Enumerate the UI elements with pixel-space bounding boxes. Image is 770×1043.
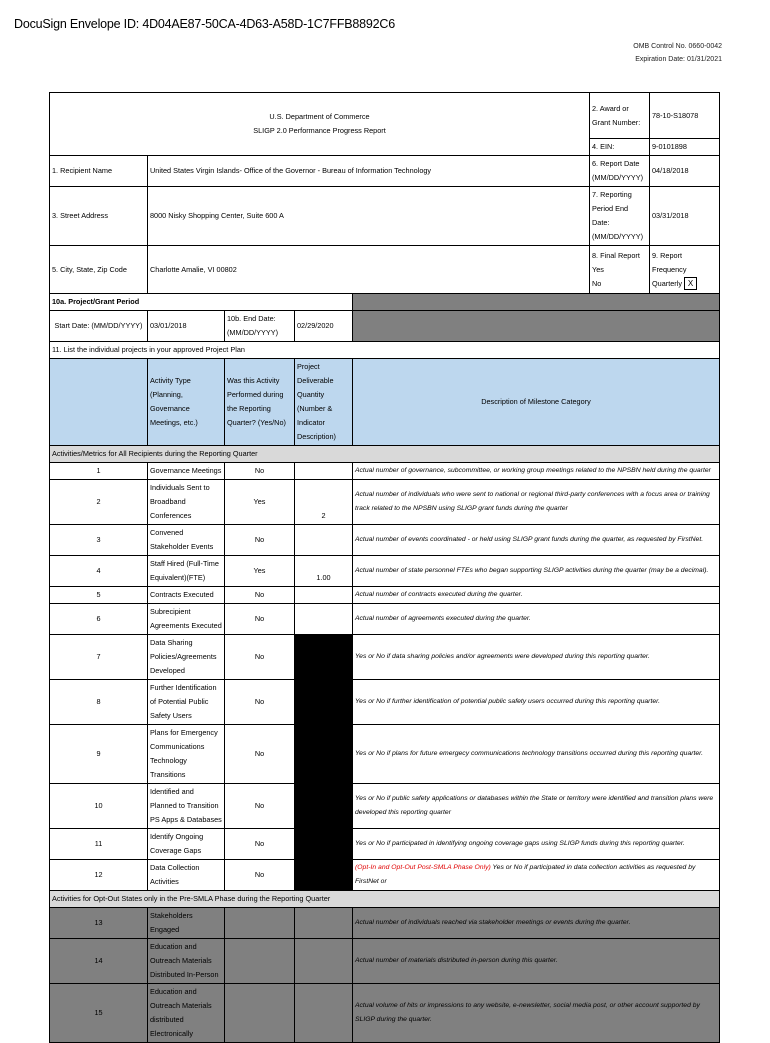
activity-type: Plans for Emergency Communications Technology Transitions <box>148 725 225 784</box>
activity-type: Individuals Sent to Broadband Conferences <box>148 480 225 525</box>
quantity-value[interactable] <box>295 587 353 604</box>
table-row <box>50 635 720 680</box>
table-row <box>50 829 720 860</box>
table-row <box>50 939 720 984</box>
expiration-date: Expiration Date: 01/31/2021 <box>635 56 722 63</box>
envelope-id: DocuSign Envelope ID: 4D04AE87-50CA-4D63-A58D-1C7FFB8892C6 <box>14 17 395 31</box>
activity-type: Further Identification of Potential Public Safety Users <box>148 680 225 725</box>
description-text: Actual number of individuals who were sent to national or regional third-party conferences with a focus area or training track related to the NPSBN using SLIGP grant funds during the quarter <box>355 491 710 512</box>
table-row <box>50 784 720 829</box>
activity-type: Governance Meetings <box>148 463 225 480</box>
milestone-description <box>353 587 720 604</box>
performed-value[interactable]: Yes <box>225 556 295 587</box>
description-text: Yes or No if data sharing policies and/or agreements were developed during this reporting quarter. <box>355 653 650 660</box>
row-number: 14 <box>50 939 148 984</box>
city-value[interactable]: Charlotte Amalie, VI 00802 <box>148 246 590 294</box>
table-row <box>50 587 720 604</box>
performed-value[interactable]: No <box>225 829 295 860</box>
quantity-blocked <box>295 908 353 939</box>
recipient-label: 1. Recipient Name <box>50 156 148 187</box>
row-number: 7 <box>50 635 148 680</box>
start-date-label: Start Date: (MM/DD/YYYY) <box>50 311 148 342</box>
activity-type: Subrecipient Agreements Executed <box>148 604 225 635</box>
activity-type: Education and Outreach Materials distributed Electronically <box>148 984 225 1043</box>
row-number: 2 <box>50 480 148 525</box>
description-text: Actual number of governance, subcommittee, or working group meetings related to the NPSBN held during the quarter <box>355 467 711 474</box>
row-number: 3 <box>50 525 148 556</box>
milestone-description: Actual volume of hits or impressions to any website, e-newsletter, social media post, or other account supported by SLIGP during the quarter. <box>353 984 720 1043</box>
row-number: 4 <box>50 556 148 587</box>
activity-type: Data Collection Activities <box>148 860 225 891</box>
row-number: 15 <box>50 984 148 1043</box>
performed-value[interactable]: No <box>225 860 295 891</box>
section-opt-out: Activities for Opt-Out States only in the Pre-SMLA Phase during the Reporting Quarter <box>50 891 720 908</box>
date-gray-fill <box>353 311 720 342</box>
street-label: 3. Street Address <box>50 187 148 246</box>
quarterly-checkbox[interactable]: X <box>684 277 697 290</box>
performed-value[interactable]: No <box>225 784 295 829</box>
milestone-description <box>353 635 720 680</box>
milestone-description <box>353 480 720 525</box>
quantity-blocked <box>295 984 353 1043</box>
table-row <box>50 908 720 939</box>
table-row <box>50 525 720 556</box>
description-text: Actual number of state personnel FTEs who began supporting SLIGP activities during the quarter (may be a decimal). <box>355 567 709 574</box>
activity-type: Convened Stakeholder Events <box>148 525 225 556</box>
row-number: 10 <box>50 784 148 829</box>
description-text: Actual number of contracts executed during the quarter. <box>355 591 523 598</box>
performed-value[interactable]: No <box>225 587 295 604</box>
city-label: 5. City, State, Zip Code <box>50 246 148 294</box>
table-row <box>50 680 720 725</box>
col-milestone-header: Description of Milestone Category <box>353 359 720 446</box>
milestone-description <box>353 604 720 635</box>
col-performed-header: Was this Activity Performed during the Reporting Quarter? (Yes/No) <box>225 359 295 446</box>
end-date-value[interactable]: 02/29/2020 <box>295 311 353 342</box>
quantity-value[interactable] <box>295 604 353 635</box>
milestone-description <box>353 725 720 784</box>
final-no-option[interactable]: No <box>592 278 602 288</box>
frequency-value: Quarterly <box>652 278 683 288</box>
description-text: Yes or No if participated in identifying ongoing coverage gaps using SLIGP funds during this reporting quarter. <box>355 840 685 847</box>
quantity-value[interactable] <box>295 525 353 556</box>
table-row <box>50 725 720 784</box>
milestone-description <box>353 525 720 556</box>
row-number: 6 <box>50 604 148 635</box>
table-row <box>50 556 720 587</box>
row-number: 11 <box>50 829 148 860</box>
department-name: U.S. Department of Commerce <box>269 112 370 121</box>
period-end-label: 7. Reporting Period End Date: (MM/DD/YYYY) <box>590 187 650 246</box>
final-report-label: 8. Final Report <box>592 250 640 260</box>
performed-value[interactable]: No <box>225 463 295 480</box>
quantity-blocked <box>295 725 353 784</box>
milestone-description <box>353 860 720 891</box>
project-period-header: 10a. Project/Grant Period <box>50 294 353 311</box>
quantity-value[interactable]: 2 <box>295 480 353 525</box>
quantity-value[interactable]: 1.00 <box>295 556 353 587</box>
activity-type: Staff Hired (Full-Time Equivalent)(FTE) <box>148 556 225 587</box>
milestone-description: Actual number of individuals reached via stakeholder meetings or events during the quarter. <box>353 908 720 939</box>
row-number: 13 <box>50 908 148 939</box>
project-list-label: 11. List the individual projects in your approved Project Plan <box>50 342 720 359</box>
ein-value[interactable]: 9-0101898 <box>650 139 720 156</box>
table-row <box>50 860 720 891</box>
milestone-description: Actual number of materials distributed in-person during this quarter. <box>353 939 720 984</box>
activity-type: Data Sharing Policies/Agreements Developed <box>148 635 225 680</box>
performed-value[interactable]: No <box>225 525 295 556</box>
description-text: Yes or No if participated in data collection activities as requested by FirstNet or <box>355 864 696 885</box>
description-text: Actual number of agreements executed during the quarter. <box>355 615 531 622</box>
ein-label: 4. EIN: <box>590 139 650 156</box>
description-text: Actual number of events coordinated - or held using SLIGP grant funds during the quarter, as requested by FirstNet. <box>355 536 704 543</box>
quantity-blocked <box>295 784 353 829</box>
omb-control: OMB Control No. 0660-0042 <box>633 43 722 50</box>
activity-type: Contracts Executed <box>148 587 225 604</box>
frequency-label: 9. Report Frequency <box>652 250 687 274</box>
street-value[interactable]: 8000 Nisky Shopping Center, Suite 600 A <box>148 187 590 246</box>
period-gray-fill <box>353 294 720 311</box>
start-date-value[interactable]: 03/01/2018 <box>148 311 225 342</box>
end-date-label: 10b. End Date: (MM/DD/YYYY) <box>225 311 295 342</box>
performed-value[interactable]: No <box>225 635 295 680</box>
all-recipients-rows <box>50 463 720 891</box>
quantity-blocked <box>295 680 353 725</box>
quantity-blocked <box>295 829 353 860</box>
table-row <box>50 604 720 635</box>
milestone-description <box>353 463 720 480</box>
red-note: (Opt-In and Opt-Out Post-SMLA Phase Only) <box>355 864 491 871</box>
table-row <box>50 463 720 480</box>
table-row <box>50 480 720 525</box>
performance-report-table <box>49 92 720 1043</box>
performed-value[interactable]: Yes <box>225 480 295 525</box>
award-label: 2. Award or Grant Number: <box>590 93 650 139</box>
omb-info <box>633 40 722 66</box>
performed-value[interactable]: No <box>225 725 295 784</box>
report-date-label: 6. Report Date (MM/DD/YYYY) <box>590 156 650 187</box>
performed-blocked <box>225 908 295 939</box>
description-text: Yes or No if public safety applications or databases within the State or territory were identified and transition plans were developed this reporting quarter <box>355 795 714 816</box>
final-yes-option[interactable]: Yes <box>592 264 604 274</box>
section-all-recipients: Activities/Metrics for All Recipients during the Reporting Quarter <box>50 446 720 463</box>
form-title-block <box>50 93 590 156</box>
report-date-value[interactable]: 04/18/2018 <box>650 156 720 187</box>
milestone-description <box>353 829 720 860</box>
performed-value[interactable]: No <box>225 604 295 635</box>
quantity-blocked <box>295 860 353 891</box>
description-text: Yes or No if plans for future emergecy communications technology transitions occurred during this reporting quarter. <box>355 750 704 757</box>
col-number-header <box>50 359 148 446</box>
activity-type: Education and Outreach Materials Distributed In-Person <box>148 939 225 984</box>
col-activity-header: Activity Type (Planning, Governance Meetings, etc.) <box>148 359 225 446</box>
row-number: 1 <box>50 463 148 480</box>
report-title: SLIGP 2.0 Performance Progress Report <box>253 126 386 135</box>
final-report-cell <box>590 246 650 294</box>
recipient-value[interactable]: United States Virgin Islands- Office of the Governor - Bureau of Information Technology <box>148 156 590 187</box>
quantity-value[interactable] <box>295 463 353 480</box>
quantity-blocked <box>295 939 353 984</box>
row-number: 9 <box>50 725 148 784</box>
award-value[interactable]: 78-10-S18078 <box>650 93 720 139</box>
frequency-cell <box>650 246 720 294</box>
row-number: 5 <box>50 587 148 604</box>
activity-type: Stakeholders Engaged <box>148 908 225 939</box>
performed-blocked <box>225 939 295 984</box>
description-text: Yes or No if further identification of potential public safety users occurred during this reporting quarter. <box>355 698 661 705</box>
milestone-description <box>353 784 720 829</box>
milestone-description <box>353 680 720 725</box>
period-end-value[interactable]: 03/31/2018 <box>650 187 720 246</box>
activity-type: Identified and Planned to Transition PS Apps & Databases <box>148 784 225 829</box>
opt-out-rows <box>50 908 720 1043</box>
milestone-description <box>353 556 720 587</box>
quantity-blocked <box>295 635 353 680</box>
performed-value[interactable]: No <box>225 680 295 725</box>
performed-blocked <box>225 984 295 1043</box>
table-row <box>50 984 720 1043</box>
activity-type: Identify Ongoing Coverage Gaps <box>148 829 225 860</box>
row-number: 12 <box>50 860 148 891</box>
col-quantity-header: Project Deliverable Quantity (Number & Indicator Description) <box>295 359 353 446</box>
row-number: 8 <box>50 680 148 725</box>
